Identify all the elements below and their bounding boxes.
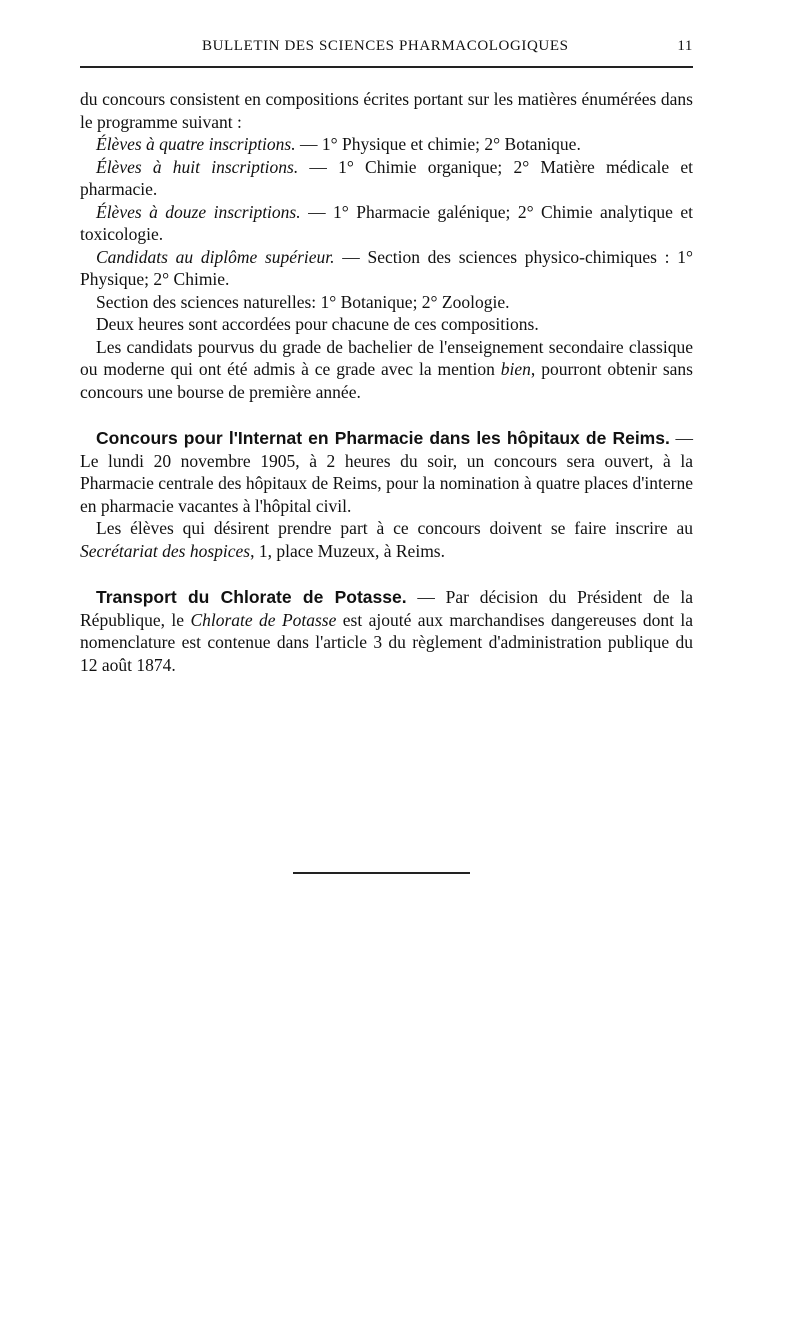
- category-label: Élèves à quatre inscriptions.: [96, 134, 296, 154]
- journal-title: BULLETIN DES SCIENCES PHARMACOLOGIQUES: [202, 38, 569, 54]
- page-number: 11: [677, 38, 693, 54]
- paragraph-diplome-superieur: Candidats au diplôme supérieur. — Section des sciences physico-chimiques : 1° Physique; 2° Chimie.: [80, 246, 693, 289]
- paragraph-concours-compositions: du concours consistent en compositions écrites portant sur les matières énumérées dans le programme suivant :: [80, 89, 693, 132]
- paragraph-huit-inscriptions: Élèves à huit inscriptions. — 1° Chimie organique; 2° Matière médicale et pharmacie.: [80, 156, 693, 199]
- paragraph-sciences-naturelles: Section des sciences naturelles: 1° Botanique; 2° Zoologie.: [96, 291, 510, 312]
- section-chlorate-potasse: Transport du Chlorate de Potasse. — Par décision du Président de la République, le Chlorate de Potasse est ajouté aux marchandises dangereuses dont la nomenclature est contenue dans l'article 3 du règlement d'administration publique du 12 août 1874.: [80, 587, 694, 675]
- category-label: Élèves à huit inscriptions.: [96, 156, 299, 177]
- category-label: Élèves à douze inscriptions.: [96, 201, 301, 222]
- category-label: Candidats au diplôme supérieur.: [96, 246, 335, 267]
- paragraph-inscription-secretariat: Les élèves qui désirent prendre part à ce concours doivent se faire inscrire au Secrétariat des hospices, 1, place Muzeux, à Reims.: [80, 518, 693, 561]
- section-internat-reims: Concours pour l'Internat en Pharmacie dans les hôpitaux de Reims. — Le lundi 20 novembre 1905, à 2 heures du soir, un concours sera ouvert, à la Pharmacie centrale des hôpitaux de Reims, pour la nomination à quatre places d'interne en pharmacie vacantes à l'hôpital civil.: [80, 428, 693, 516]
- article-body: [80, 88, 693, 676]
- running-header: [80, 38, 693, 62]
- paragraph-quatre-inscriptions: Élèves à quatre inscriptions. — 1° Physique et chimie; 2° Botanique.: [96, 134, 581, 154]
- header-rule: [80, 66, 693, 68]
- paragraph-deux-heures: Deux heures sont accordées pour chacune de ces compositions.: [96, 314, 539, 334]
- section-heading: Concours pour l'Internat en Pharmacie dans les hôpitaux de Reims.: [96, 428, 670, 448]
- section-heading: Transport du Chlorate de Potasse.: [96, 587, 407, 607]
- paragraph-bachelier: Les candidats pourvus du grade de bachelier de l'enseignement secondaire classique ou moderne qui ont été admis à ce grade avec la mention bien, pourront obtenir sans concours une bourse de première année.: [80, 336, 693, 402]
- paragraph-douze-inscriptions: Élèves à douze inscriptions. — 1° Pharmacie galénique; 2° Chimie analytique et toxicologie.: [80, 201, 693, 244]
- end-rule: [293, 872, 470, 874]
